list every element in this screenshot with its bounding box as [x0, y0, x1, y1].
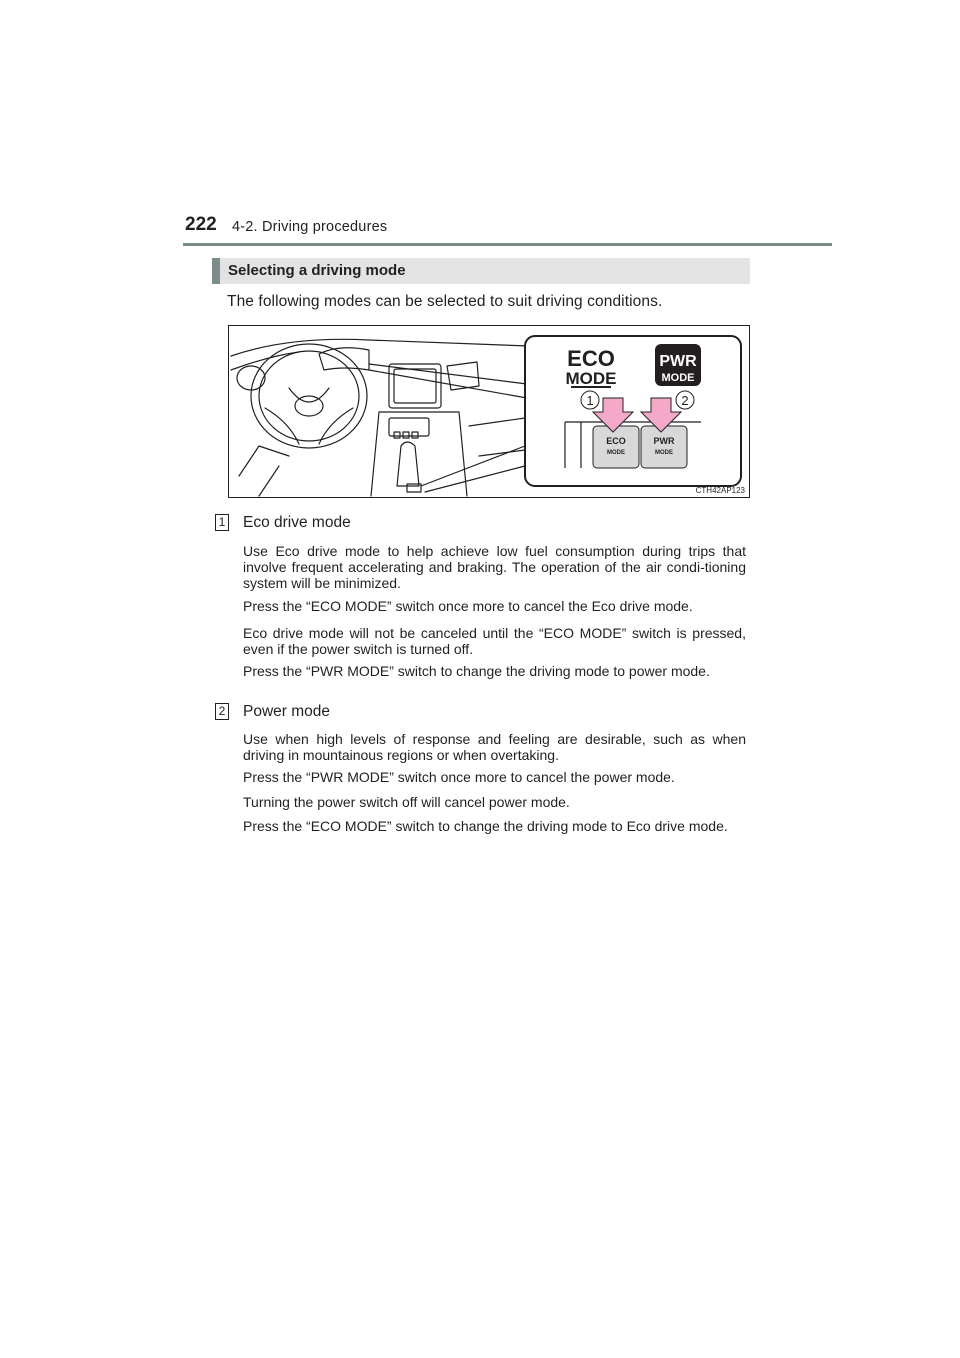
eco-mode-indicator-icon: [566, 346, 617, 388]
eco-switch-line1: ECO: [606, 436, 626, 446]
pwr-mode-indicator-icon: [655, 344, 701, 386]
svg-text:2: 2: [681, 393, 689, 408]
callout-number-2: [676, 391, 694, 409]
eco-badge-line2: MODE: [565, 369, 617, 388]
item-number-2: 2: [215, 703, 229, 720]
pwr-switch-line2: MODE: [655, 450, 673, 456]
eco-switch-line2: MODE: [607, 450, 625, 456]
subsection-title: Selecting a driving mode: [228, 262, 406, 279]
power-paragraph-4: Press the “ECO MODE” switch to change the driving mode to Eco drive mode.: [243, 818, 728, 834]
item-title-eco: Eco drive mode: [243, 514, 351, 531]
pwr-badge-line1: PWR: [659, 353, 697, 370]
eco-paragraph-1: Use Eco drive mode to help achieve low fuel consumption during trips that involve frequent accelerating and braking. The operation of the air condi-tioning system will be minimized.: [243, 543, 746, 591]
svg-text:1: 1: [586, 393, 594, 408]
item-number-1: 1: [215, 514, 229, 531]
power-paragraph-3: Turning the power switch off will cancel power mode.: [243, 794, 570, 810]
subsection-accent: [212, 258, 220, 284]
eco-badge-line1: ECO: [567, 346, 615, 371]
power-paragraph-1: Use when high levels of response and feeling are desirable, such as when driving in mountainous regions or when overtaking.: [243, 731, 746, 763]
eco-paragraph-4: Press the “PWR MODE” switch to change the driving mode to power mode.: [243, 663, 710, 679]
intro-text: The following modes can be selected to suit driving conditions.: [227, 293, 663, 310]
figure-code: CTH42AP123: [695, 486, 745, 495]
header-rule: [183, 243, 832, 246]
power-paragraph-2: Press the “PWR MODE” switch once more to cancel the power mode.: [243, 769, 675, 785]
pwr-switch-line1: PWR: [653, 436, 675, 446]
callout-number-1: [581, 391, 599, 409]
dashboard-illustration: [229, 326, 749, 497]
item-title-power: Power mode: [243, 703, 331, 720]
pwr-mode-switch: [641, 426, 687, 468]
eco-mode-switch: [593, 426, 639, 468]
eco-paragraph-2: Press the “ECO MODE” switch once more to cancel the Eco drive mode.: [243, 598, 693, 614]
section-title: 4-2. Driving procedures: [232, 219, 388, 235]
page-number: 222: [185, 214, 217, 235]
dashboard-figure: [228, 325, 750, 498]
eco-paragraph-3: Eco drive mode will not be canceled until the “ECO MODE” switch is pressed, even if the power switch is turned off.: [243, 625, 746, 657]
pwr-badge-line2: MODE: [661, 372, 695, 384]
